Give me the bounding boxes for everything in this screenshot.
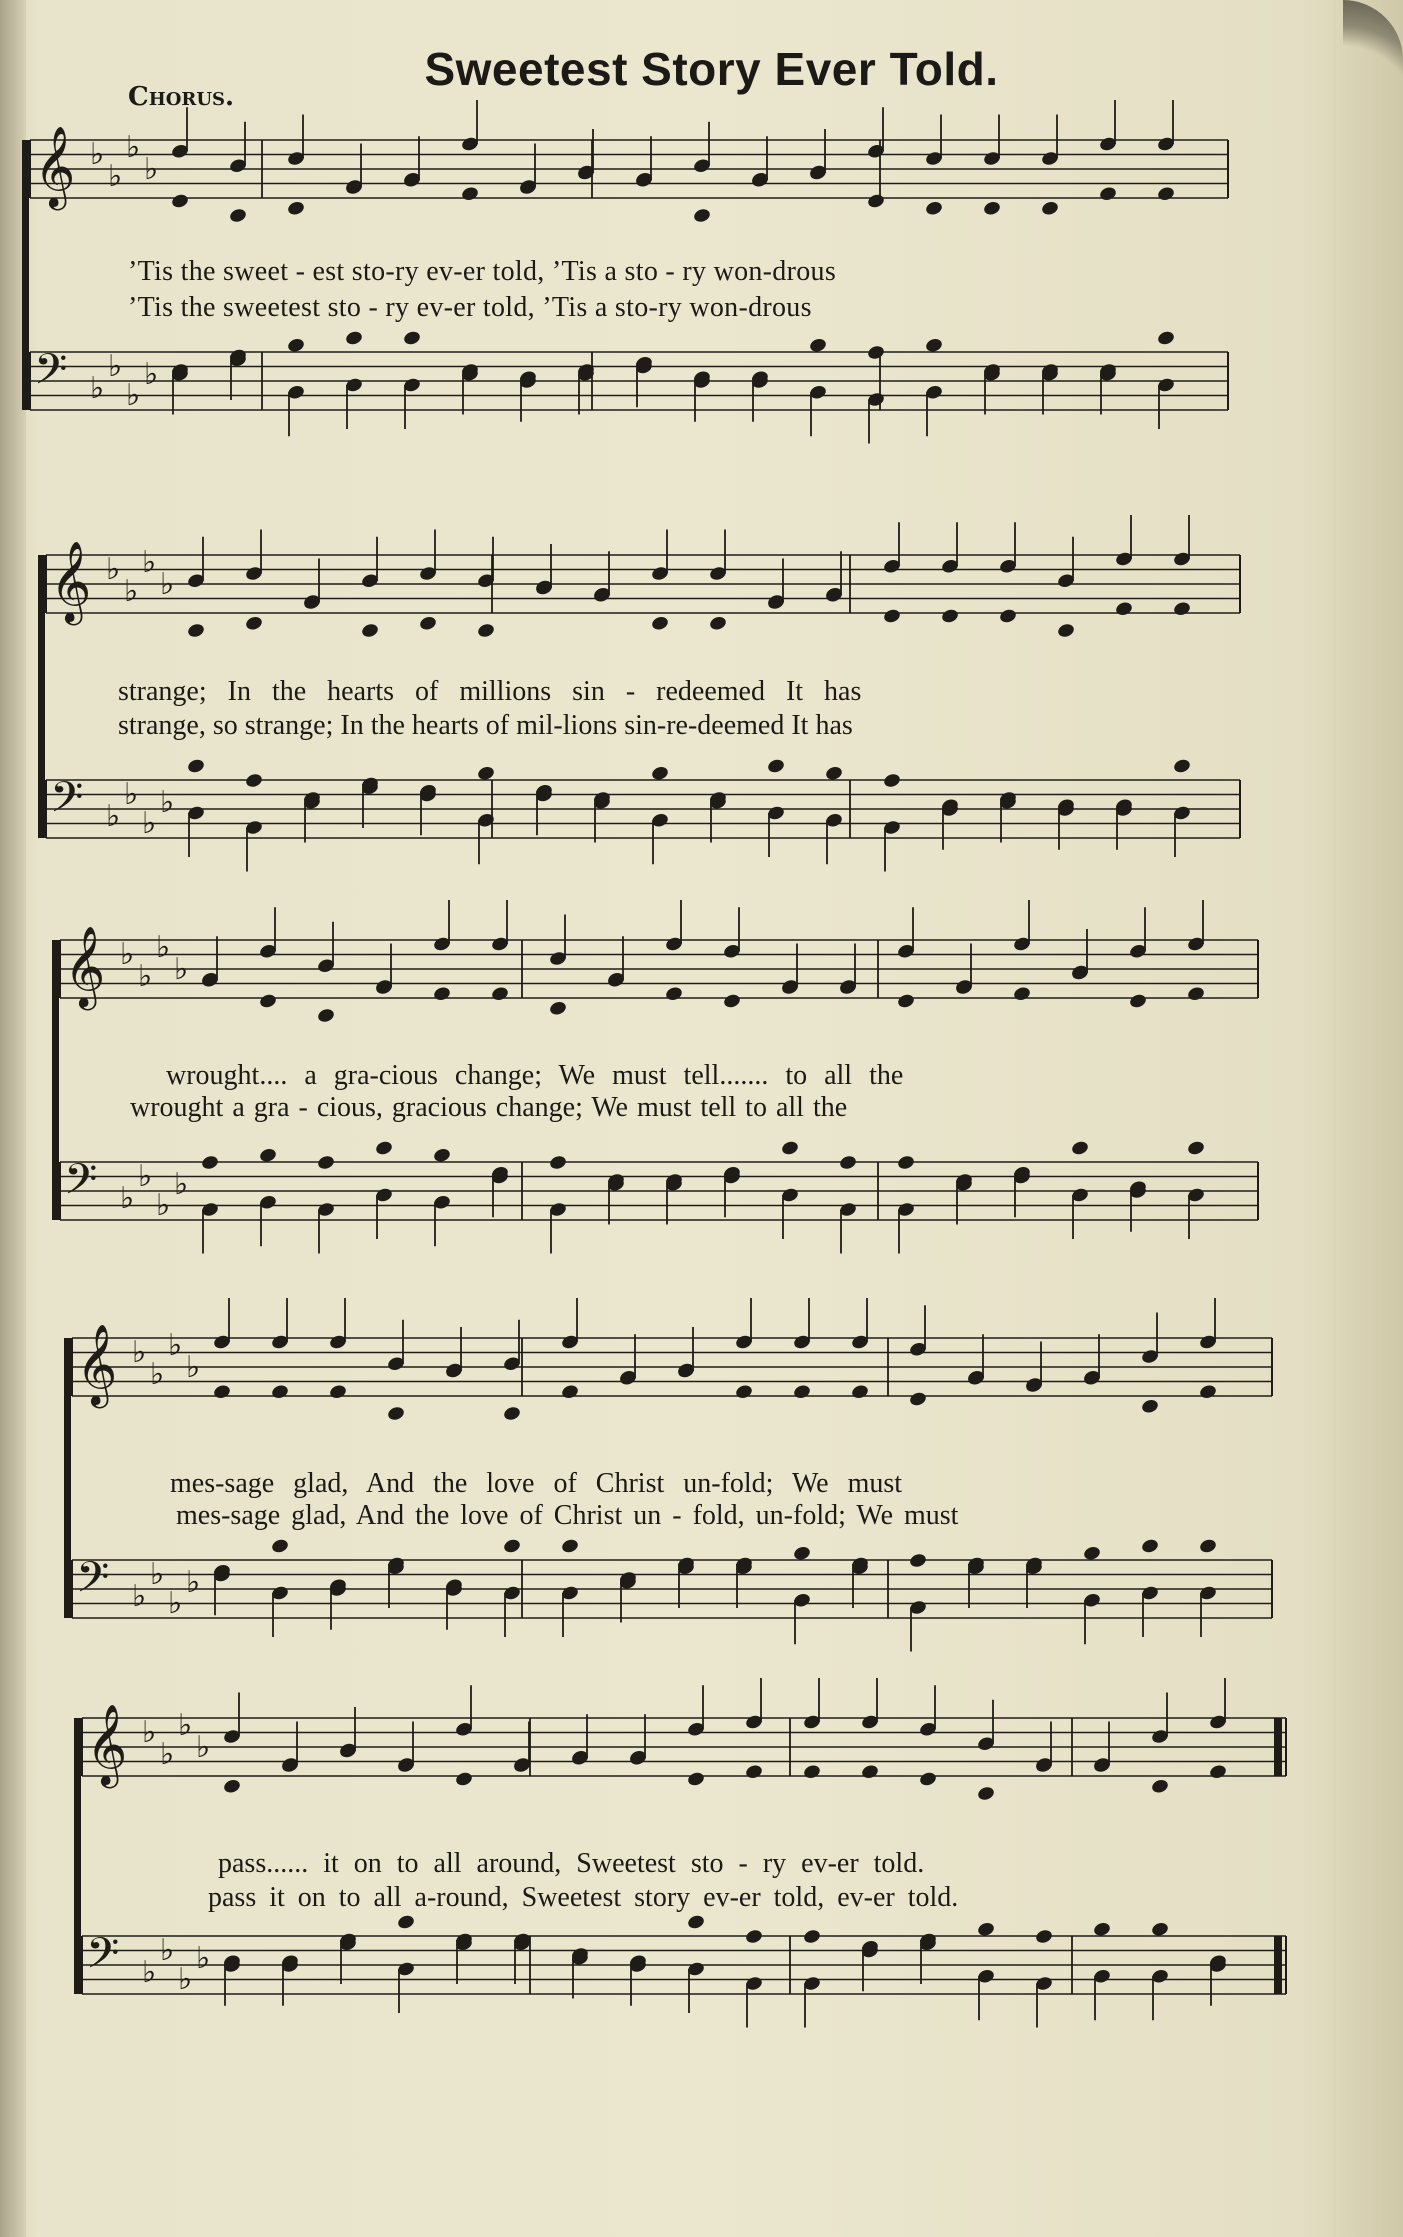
treble-clef-icon: 𝄞 <box>50 540 92 622</box>
flat-icon: ♭ <box>108 159 123 194</box>
notehead <box>924 337 943 354</box>
notehead <box>360 622 379 639</box>
system-3-lyrics-line-2: wrought a gra - cious, gracious change; We must tell to all the <box>130 1092 848 1123</box>
notehead <box>1070 1140 1089 1157</box>
notehead <box>186 758 205 775</box>
notehead <box>560 1538 579 1555</box>
notehead <box>212 1383 231 1400</box>
notehead <box>1140 1538 1159 1555</box>
system-3-brace <box>52 940 59 1220</box>
notehead <box>328 1383 347 1400</box>
notehead <box>316 1154 335 1171</box>
treble-clef-icon: 𝄞 <box>86 1703 128 1785</box>
notehead <box>1128 993 1147 1010</box>
notehead <box>386 1405 405 1422</box>
notehead <box>502 1538 521 1555</box>
notehead <box>460 185 479 202</box>
notehead <box>560 1383 579 1400</box>
flat-icon: ♭ <box>160 785 175 820</box>
notehead <box>1034 1928 1053 1945</box>
system-1-brace <box>22 140 29 410</box>
notehead <box>1114 600 1133 617</box>
notehead <box>982 200 1001 217</box>
bass-clef-icon: 𝄢 <box>50 773 84 833</box>
notehead <box>432 985 451 1002</box>
notehead <box>940 608 959 625</box>
flat-icon: ♭ <box>156 930 171 965</box>
system-5-lyrics-line-2: pass it on to all a-round, Sweetest story ev-er told, ev-er told. <box>208 1882 959 1913</box>
flat-icon: ♭ <box>168 1586 183 1621</box>
flat-icon: ♭ <box>160 1933 175 1968</box>
notehead <box>1140 1398 1159 1415</box>
final-double-bar <box>1274 1936 1282 1994</box>
bass-clef-icon: 𝄢 <box>76 1553 110 1613</box>
final-double-bar <box>1274 1718 1282 1776</box>
notehead <box>866 193 885 210</box>
treble-clef-icon: 𝄞 <box>34 125 76 207</box>
flat-icon: ♭ <box>144 152 159 187</box>
flat-icon: ♭ <box>178 1962 193 1997</box>
notehead <box>228 207 247 224</box>
notehead <box>186 622 205 639</box>
notehead <box>200 1154 219 1171</box>
notehead <box>1150 1921 1169 1938</box>
notehead <box>402 330 421 347</box>
flat-icon: ♭ <box>132 1335 147 1370</box>
notehead <box>734 1383 753 1400</box>
notehead <box>286 200 305 217</box>
notehead <box>792 1545 811 1562</box>
notehead <box>650 615 669 632</box>
flat-icon: ♭ <box>142 806 157 841</box>
bass-clef-icon: 𝄢 <box>64 1155 98 1215</box>
notehead <box>692 207 711 224</box>
notehead <box>1156 330 1175 347</box>
notehead <box>1186 985 1205 1002</box>
flat-icon: ♭ <box>178 1708 193 1743</box>
system-4-brace <box>64 1338 71 1618</box>
notehead <box>896 993 915 1010</box>
system-2-lyrics-line-1: strange; In the hearts of millions sin - redeemed It has <box>118 676 862 707</box>
notehead <box>1156 185 1175 202</box>
notehead <box>170 193 189 210</box>
notehead <box>664 985 683 1002</box>
flat-icon: ♭ <box>174 1167 189 1202</box>
notehead <box>882 608 901 625</box>
notehead <box>344 330 363 347</box>
system-5-lyrics-line-1: pass...... it on to all around, Sweetest sto - ry ev-er told. <box>218 1848 925 1879</box>
flat-icon: ♭ <box>126 378 141 413</box>
notehead <box>838 1154 857 1171</box>
notehead <box>502 1405 521 1422</box>
notehead <box>1198 1383 1217 1400</box>
bass-clef-icon: 𝄢 <box>34 345 68 405</box>
notehead <box>850 1383 869 1400</box>
notehead <box>374 1140 393 1157</box>
notehead <box>1172 600 1191 617</box>
flat-icon: ♭ <box>108 349 123 384</box>
notehead <box>270 1538 289 1555</box>
notehead <box>744 1928 763 1945</box>
notehead <box>808 337 827 354</box>
flat-icon: ♭ <box>124 574 139 609</box>
notehead <box>1056 622 1075 639</box>
system-1-lyrics-line-2: ’Tis the sweetest sto - ry ev-er told, ’Tis a sto-ry won-drous <box>128 292 812 323</box>
system-5-brace <box>74 1718 81 1994</box>
flat-icon: ♭ <box>142 545 157 580</box>
notehead <box>1208 1763 1227 1780</box>
notehead <box>432 1147 451 1164</box>
notehead <box>908 1391 927 1408</box>
notehead <box>1150 1778 1169 1795</box>
notehead <box>1092 1921 1111 1938</box>
treble-clef-icon: 𝄞 <box>64 925 106 1007</box>
notehead <box>908 1552 927 1569</box>
system-4-lyrics-line-1: mes-sage glad, And the love of Christ un-fold; We must <box>170 1468 903 1499</box>
notehead <box>802 1928 821 1945</box>
flat-icon: ♭ <box>106 552 121 587</box>
notehead <box>286 337 305 354</box>
notehead <box>650 765 669 782</box>
notehead <box>476 765 495 782</box>
flat-icon: ♭ <box>168 1328 183 1363</box>
flat-icon: ♭ <box>120 937 135 972</box>
notehead <box>976 1785 995 1802</box>
notehead <box>258 1147 277 1164</box>
notehead <box>316 1007 335 1024</box>
system-3-lyrics-line-1: wrought.... a gra-cious change; We must tell....... to all the <box>166 1060 904 1091</box>
notehead <box>258 993 277 1010</box>
notehead <box>792 1383 811 1400</box>
bass-clef-icon: 𝄢 <box>86 1929 120 1989</box>
flat-icon: ♭ <box>150 1357 165 1392</box>
notehead <box>896 1154 915 1171</box>
notehead <box>244 615 263 632</box>
flat-icon: ♭ <box>106 799 121 834</box>
flat-icon: ♭ <box>124 777 139 812</box>
notehead <box>976 1921 995 1938</box>
notehead <box>722 993 741 1010</box>
notehead <box>924 200 943 217</box>
flat-icon: ♭ <box>138 959 153 994</box>
notehead <box>918 1771 937 1788</box>
notehead <box>882 772 901 789</box>
treble-clef-icon: 𝄞 <box>76 1323 118 1405</box>
notehead <box>1186 1140 1205 1157</box>
flat-icon: ♭ <box>156 1188 171 1223</box>
flat-icon: ♭ <box>138 1159 153 1194</box>
notehead <box>396 1914 415 1931</box>
notehead <box>802 1763 821 1780</box>
notehead <box>476 622 495 639</box>
flat-icon: ♭ <box>150 1557 165 1592</box>
flat-icon: ♭ <box>160 1737 175 1772</box>
notehead <box>686 1771 705 1788</box>
flat-icon: ♭ <box>132 1579 147 1614</box>
notehead <box>708 615 727 632</box>
system-2-lyrics-line-2: strange, so strange; In the hearts of mil-lions sin-re-deemed It has <box>118 710 853 741</box>
flat-icon: ♭ <box>142 1715 157 1750</box>
flat-icon: ♭ <box>126 130 141 165</box>
notehead <box>824 765 843 782</box>
section-label: Chorus. <box>128 82 235 112</box>
notehead <box>998 608 1017 625</box>
system-2-brace <box>38 555 45 838</box>
flat-icon: ♭ <box>196 1941 211 1976</box>
flat-icon: ♭ <box>174 952 189 987</box>
flat-icon: ♭ <box>196 1730 211 1765</box>
notehead <box>860 1763 879 1780</box>
flat-icon: ♭ <box>90 371 105 406</box>
notehead <box>418 615 437 632</box>
notehead <box>548 1154 567 1171</box>
notehead <box>548 1000 567 1017</box>
system-1-lyrics-line-1: ’Tis the sweet - est sto-ry ev-er told, ’Tis a sto - ry won-drous <box>128 256 837 287</box>
notehead <box>1082 1545 1101 1562</box>
flat-icon: ♭ <box>186 1565 201 1600</box>
notehead <box>780 1140 799 1157</box>
notehead <box>866 344 885 361</box>
notehead <box>490 985 509 1002</box>
flat-icon: ♭ <box>120 1181 135 1216</box>
page-title: Sweetest Story Ever Told. <box>424 43 999 95</box>
system-4-lyrics-line-2: mes-sage glad, And the love of Christ un - fold, un-fold; We must <box>176 1500 959 1531</box>
notehead <box>1098 185 1117 202</box>
notehead <box>686 1914 705 1931</box>
flat-icon: ♭ <box>142 1955 157 1990</box>
notehead <box>1040 200 1059 217</box>
notehead <box>454 1771 473 1788</box>
notehead <box>270 1383 289 1400</box>
notehead <box>1172 758 1191 775</box>
notehead <box>744 1763 763 1780</box>
notehead <box>766 758 785 775</box>
flat-icon: ♭ <box>186 1350 201 1385</box>
flat-icon: ♭ <box>160 567 175 602</box>
notehead <box>222 1778 241 1795</box>
notehead <box>1012 985 1031 1002</box>
notehead <box>1198 1538 1217 1555</box>
notehead <box>244 772 263 789</box>
flat-icon: ♭ <box>144 357 159 392</box>
flat-icon: ♭ <box>90 137 105 172</box>
